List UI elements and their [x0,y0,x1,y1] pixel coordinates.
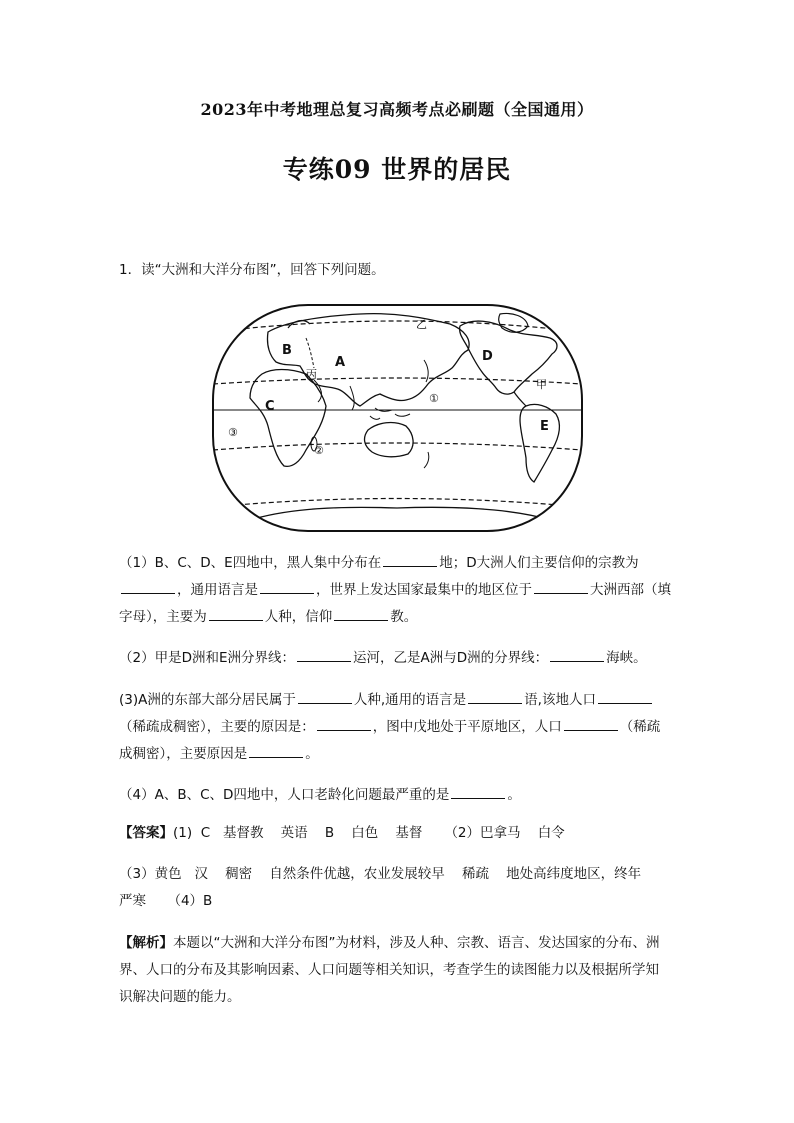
question-3: (3)A洲的东部大部分居民属于 人种,通用的语言是 语,该地人口 （稀疏成稠密），主要的原因是： ，图中戊地处于平原地区，人口 （稀疏 成稠密），主要原因是 。 [119,687,675,768]
header-title: 2023年中考地理总复习高频考点必刷题（全国通用） [200,100,594,119]
answer-tag: 【答案】 [119,825,173,841]
map-label-b: B [282,343,292,358]
blank [451,784,505,799]
map-label-e: E [540,419,549,434]
question-1: （1）B、C、D、E四地中，黑人集中分布在 地；D大洲人们主要信仰的宗教为 ，通用语言是 ，世界上发达国家最集中的地区位于 大洲西部（填 字母），主要为 人种，信仰 教。 [119,550,675,631]
map-label-yi: 乙 [416,318,427,331]
answer-block: 【答案】(1) C 基督教 英语 B 白色 基督 （2）巴拿马 白令 [119,825,565,841]
map-label-bing: 丙 [306,368,317,381]
blank [383,552,437,567]
map-frame [213,305,582,531]
map-label-ocean-1: ① [429,392,439,405]
question-intro: 1．读“大洲和大洋分布图”，回答下列问题。 [119,262,385,278]
blank [209,606,263,621]
blank [550,647,604,662]
blank [298,689,352,704]
analysis-tag: 【解析】 [119,935,173,951]
question-2: （2）甲是D洲和E洲分界线： 运河，乙是A洲与D洲的分界线： 海峡。 [119,645,675,672]
blank [121,579,175,594]
analysis-block: 【解析】本题以“大洲和大洋分布图”为材料，涉及人种、宗教、语言、发达国家的分布、洲 界、人口的分布及其影响因素、人口问题等相关知识，考查学生的读图能力以及根据所学知 识解决问题的能力。 [119,935,660,1005]
blank [468,689,522,704]
blank [297,647,351,662]
blank [564,716,618,731]
blank [249,743,303,758]
blank [534,579,588,594]
world-map [210,302,585,534]
map-label-jia: 甲 [536,378,547,391]
main-title: 专练09 世界的居民 [282,155,512,184]
blank [598,689,652,704]
map-label-a: A [335,355,346,370]
blank [260,579,314,594]
blank [317,716,371,731]
map-label-ocean-2: ② [314,444,324,457]
map-label-c: C [265,399,275,414]
blank [334,606,388,621]
map-label-ocean-3: ③ [228,426,238,439]
answer-block-cont: （3）黄色 汉 稠密 自然条件优越，农业发展较早 稀疏 地处高纬度地区，终年 严寒 （4）B [119,866,642,909]
map-label-d: D [482,349,493,364]
question-4: （4）A、B、C、D四地中，人口老龄化问题最严重的是 。 [119,782,675,809]
